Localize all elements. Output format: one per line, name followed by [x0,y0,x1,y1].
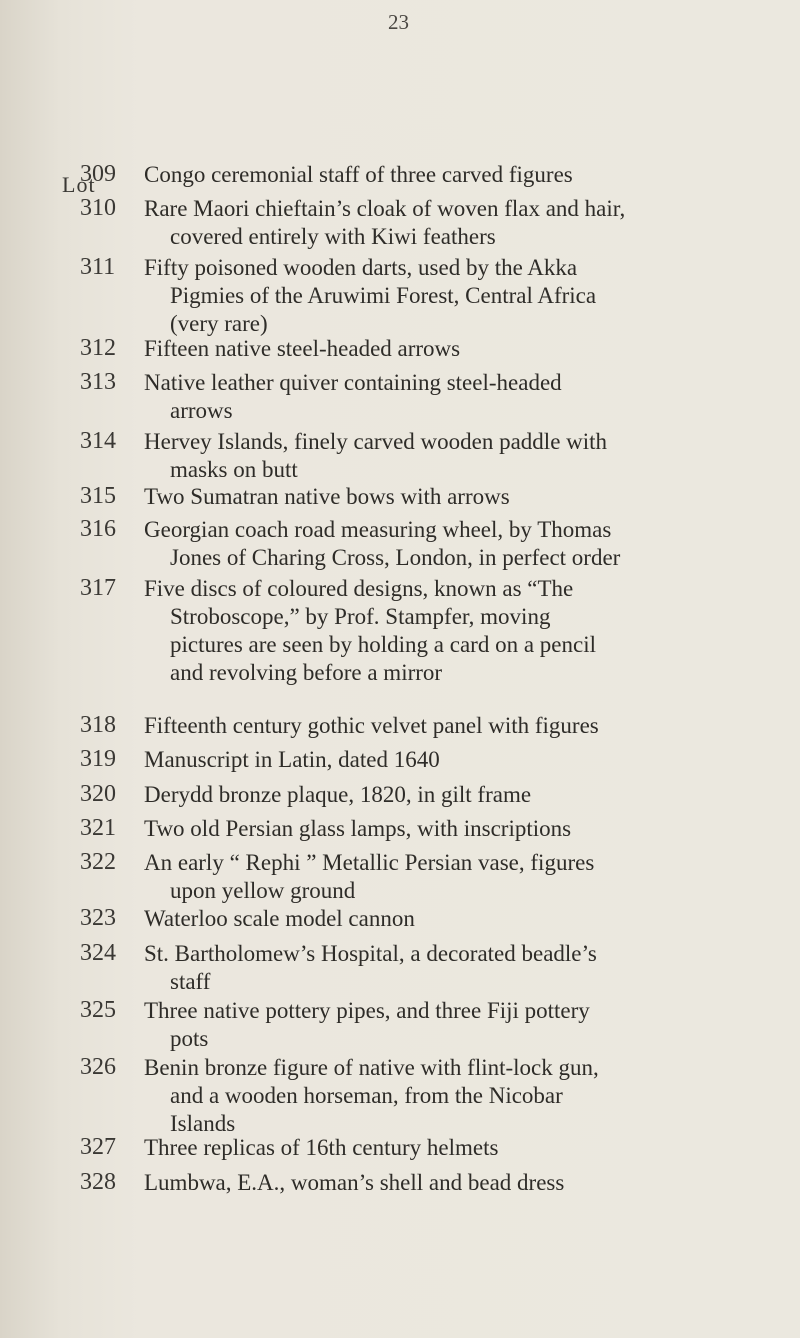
lot-description [144,369,754,425]
lot-description-line: Manuscript in Latin, dated 1640 [144,747,440,772]
lot-number: 310 [80,195,116,221]
lot-description [144,335,754,363]
lot-number: 318 [80,712,116,738]
lot-description [144,815,754,843]
lot-number: 315 [80,483,116,509]
lot-description-line: pictures are seen by holding a card on a pencil [170,632,596,657]
lot-number: 324 [80,940,116,966]
lot-description [144,905,754,933]
lot-description-line: (very rare) [170,311,268,336]
page-number: 23 [388,10,409,34]
lot-description-line: Georgian coach road measuring wheel, by Thomas [144,517,612,542]
lot-description [144,849,754,905]
lot-number: 321 [80,815,116,841]
lot-description-line: Fifteenth century gothic velvet panel with figures [144,713,599,738]
lot-description [144,161,754,189]
lot-number: 320 [80,781,116,807]
lot-description-line: pots [170,1026,209,1051]
lot-description-line: staff [170,969,211,994]
lot-description-line: Pigmies of the Aruwimi Forest, Central Africa [170,283,597,308]
lot-description-line: Two Sumatran native bows with arrows [144,484,510,509]
lot-description [144,483,754,511]
lot-description [144,1169,754,1197]
lot-number: 314 [80,428,116,454]
lot-number: 313 [80,369,116,395]
lot-description-line: and a wooden horseman, from the Nicobar [170,1083,563,1108]
lot-description-line: St. Bartholomew’s Hospital, a decorated beadle’s [144,941,597,966]
lot-description-line: Jones of Charing Cross, London, in perfect order [170,545,621,570]
lot-number: 326 [80,1054,116,1080]
lot-description-line: Rare Maori chieftain’s cloak of woven flax and hair, [144,196,626,221]
lot-description [144,1134,754,1162]
lot-description-line: Three replicas of 16th century helmets [144,1135,499,1160]
lot-description-line: Lumbwa, E.A., woman’s shell and bead dress [144,1170,565,1195]
lot-number: 322 [80,849,116,875]
lot-description [144,997,754,1053]
lot-description-line: Five discs of coloured designs, known as “The [144,576,574,601]
lot-number: 316 [80,516,116,542]
lot-description-line: Two old Persian glass lamps, with inscriptions [144,816,572,841]
lot-description-line: Fifteen native steel-headed arrows [144,336,461,361]
lot-number: 317 [80,575,116,601]
lot-description-line: upon yellow ground [170,878,356,903]
lot-description-line: Benin bronze figure of native with flint-lock gun, [144,1055,599,1080]
lot-description-line: Congo ceremonial staff of three carved figures [144,162,573,187]
lot-number: 328 [80,1169,116,1195]
lot-description-line: Fifty poisoned wooden darts, used by the Akka [144,255,578,280]
lot-description [144,428,754,484]
lot-description [144,516,754,572]
lot-description [144,940,754,996]
lot-description-line: An early “ Rephi ” Metallic Persian vase, figures [144,850,595,875]
lot-description [144,746,754,774]
lot-description [144,575,754,687]
lot-column-heading: Lot [62,172,96,197]
lot-description-line: Stroboscope,” by Prof. Stampfer, moving [170,604,551,629]
lot-description [144,195,754,251]
lot-number: 327 [80,1134,116,1160]
lot-description-line: Three native pottery pipes, and three Fiji pottery [144,998,590,1023]
lot-number: 325 [80,997,116,1023]
lot-description [144,712,754,740]
lot-description [144,1054,754,1138]
lot-description-line: arrows [170,398,233,423]
lot-number: 311 [80,254,116,280]
lot-description-line: and revolving before a mirror [170,660,443,685]
lot-description-line: masks on butt [170,457,298,482]
lot-description-line: covered entirely with Kiwi feathers [170,224,496,249]
lot-description-line: Derydd bronze plaque, 1820, in gilt frame [144,782,532,807]
lot-number: 312 [80,335,116,361]
lot-number: 319 [80,746,116,772]
lot-description-line: Waterloo scale model cannon [144,906,415,931]
lot-description-line: Islands [170,1111,236,1136]
lot-description-line: Native leather quiver containing steel-headed [144,370,562,395]
lot-number: 323 [80,905,116,931]
lot-description-line: Hervey Islands, finely carved wooden paddle with [144,429,608,454]
lot-description [144,781,754,809]
lot-number: 309 [80,161,116,187]
lot-description [144,254,754,338]
